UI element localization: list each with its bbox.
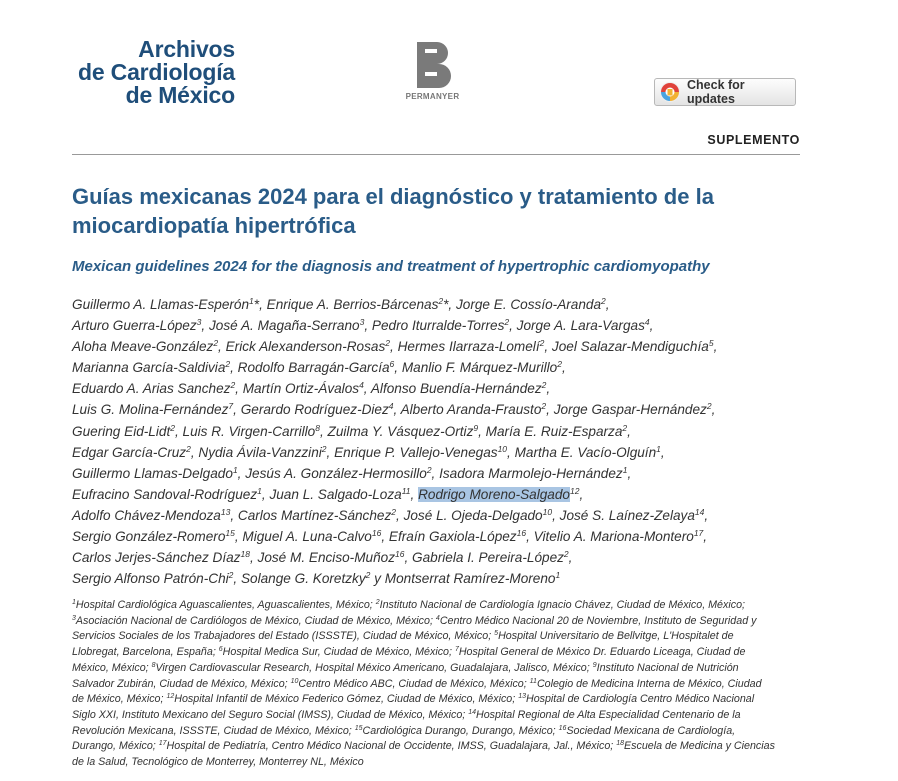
affiliation-number: 11 <box>529 677 537 685</box>
article-title-line: miocardiopatía hipertrófica <box>72 213 356 238</box>
author-separator: , <box>393 402 401 418</box>
author-separator: , <box>627 465 632 481</box>
publisher-logo <box>405 40 460 101</box>
affiliation-superscript: 2 <box>557 359 562 370</box>
affiliation-superscript: 1 <box>257 485 262 496</box>
affiliation-number: 13 <box>518 693 526 701</box>
affiliation-text: Hospital General de México Dr. Eduardo Liceaga, Ciudad de <box>458 646 746 659</box>
author-name: Hermes Ilarraza-Lomelí <box>397 339 540 355</box>
affiliation-number: 10 <box>290 677 299 685</box>
crossmark-icon <box>659 81 681 103</box>
author-name: Jorge E. Cossío-Aranda <box>455 297 602 312</box>
affiliation-number: 3 <box>72 614 76 622</box>
author-name: Aloha Meave-González <box>72 339 214 355</box>
author-name: Erick Alexanderson-Rosas <box>225 339 386 355</box>
affiliation-line <box>72 661 807 677</box>
affiliation-superscript: 9 <box>473 422 479 433</box>
author-separator: , <box>568 550 573 566</box>
affiliation-text: Llobregat, Barcelona, España; <box>72 646 219 659</box>
author-name: Efraín Gaxiola-López <box>388 529 517 545</box>
affiliation-line <box>72 755 807 771</box>
author-name: Joel Salazar-Mendiguchía <box>551 339 709 355</box>
author-line <box>72 484 842 505</box>
author-name: Edgar García-Cruz <box>72 444 187 460</box>
author-name: Jesús A. González-Hermosillo <box>245 465 427 481</box>
affiliation-superscript: 11 <box>401 485 411 496</box>
author-name: José S. Laínez-Zelaya <box>559 507 695 523</box>
affiliation-text: Durango, México; <box>72 740 159 753</box>
affiliation-number: 8 <box>151 661 156 669</box>
affiliation-superscript: 1 <box>555 570 561 581</box>
affiliation-superscript: 18 <box>240 549 250 560</box>
affiliation-superscript: 2 <box>385 338 391 349</box>
author-separator: , <box>649 318 654 334</box>
author-name-highlighted: Rodrigo Moreno-Salgado <box>418 486 570 502</box>
affiliation-text: Centro Médico ABC, Ciudad de México, México; <box>298 677 530 690</box>
author-separator: , <box>431 465 440 481</box>
affiliation-superscript: 2 <box>230 380 236 391</box>
author-separator: , <box>627 423 631 439</box>
affiliation-text: Revolución Mexicana, ISSSTE, Ciudad de México, México; <box>72 724 355 737</box>
author-line <box>72 357 842 378</box>
affiliation-text: Hospital Universitario de Bellvitge, L'Hospitalet de <box>498 630 734 643</box>
affiliation-text: Siglo XXI, Instituto Mexicano del Seguro Social (IMSS), Ciudad de México, México; <box>72 708 469 721</box>
author-separator: , <box>660 444 665 460</box>
author-separator: , <box>319 423 328 439</box>
author-name: Carlos Martínez-Sánchez <box>237 507 392 523</box>
author-name: Enrique A. Berrios-Bárcenas <box>266 297 439 312</box>
author-separator: , <box>249 550 258 566</box>
author-name: Marianna García-Saldivia <box>72 360 226 376</box>
journal-name-line2: de Cardiología <box>78 59 235 85</box>
author-separator: , <box>190 444 199 460</box>
author-name: Vitelio A. Mariona-Montero <box>533 529 694 545</box>
affiliation-superscript: 2 <box>228 570 234 581</box>
author-separator: , <box>235 381 243 397</box>
author-line <box>72 294 842 315</box>
affiliation-text: Escuela de Medicina y Ciencias <box>624 740 775 753</box>
affiliation-superscript: 2 <box>426 464 432 475</box>
author-separator: , <box>544 339 552 355</box>
author-separator: *, <box>253 297 267 312</box>
author-separator: , <box>546 402 554 418</box>
author-name: Jorge A. Lara-Vargas <box>516 318 645 334</box>
author-separator: , <box>233 402 241 418</box>
affiliation-superscript: 10 <box>497 443 508 454</box>
author-name: Martha E. Vacío-Olguín <box>514 444 657 460</box>
journal-name-line3: de México <box>125 82 235 108</box>
affiliation-superscript: 2 <box>541 380 547 391</box>
author-line <box>72 378 842 399</box>
affiliation-text: Colegio de Medicina Interna de México, Ciudad <box>536 677 762 690</box>
affiliation-text: de México, México; <box>72 693 167 706</box>
author-name: Nydia Ávila-Vanzzini <box>198 444 322 460</box>
publisher-mark-icon <box>415 40 451 90</box>
author-name: Isadora Marmolejo-Hernández <box>439 465 623 481</box>
author-line <box>72 315 842 336</box>
affiliation-text: Hospital Cardiológica Aguascalientes, Aguascalientes, México; <box>75 599 376 611</box>
affiliation-superscript: 16 <box>371 528 382 539</box>
author-name: Adolfo Chávez-Mendoza <box>72 507 221 523</box>
author-separator: , <box>218 339 226 355</box>
author-separator: , <box>552 507 560 523</box>
author-separator: , <box>174 423 183 439</box>
author-separator: , <box>230 507 238 523</box>
affiliation-number: 6 <box>218 646 223 654</box>
affiliation-list <box>72 598 807 771</box>
affiliation-superscript: 2 <box>563 549 569 560</box>
author-separator: , <box>404 550 413 566</box>
affiliation-number: 4 <box>435 614 440 622</box>
author-line <box>72 463 842 484</box>
author-separator: , <box>507 444 515 460</box>
affiliation-text: Asociación Nacional de Cardiólogos de México, Ciudad de México, México; <box>75 614 436 627</box>
affiliation-number: 7 <box>454 646 459 654</box>
affiliation-line <box>72 614 807 630</box>
affiliation-number: 16 <box>558 724 567 732</box>
author-name: Manlio F. Márquez-Murillo <box>401 360 558 376</box>
affiliation-superscript: 1 <box>249 296 254 306</box>
affiliation-superscript: 2 <box>213 338 219 349</box>
affiliation-line <box>72 739 807 755</box>
affiliation-superscript: 8 <box>315 422 320 433</box>
check-for-updates-button[interactable] <box>654 78 796 106</box>
affiliation-text: Hospital de Cardiología Centro Médico Nacional <box>525 693 755 706</box>
author-separator: y <box>370 571 385 587</box>
author-name: Alberto Aranda-Frausto <box>400 402 542 418</box>
affiliation-line <box>72 645 807 661</box>
affiliation-text: Virgen Cardiovascular Research, Hospital México Americano, Guadalajara, Jalisco, México; <box>155 661 593 674</box>
author-name: Sergio Alfonso Patrón-Chi <box>72 571 229 587</box>
author-separator: , <box>201 318 209 334</box>
affiliation-text: Hospital de Pediatría, Centro Médico Nacional de Occidente, IMSS, Guadalajara, Jal., México; <box>166 740 617 753</box>
affiliation-number: 17 <box>158 740 167 748</box>
affiliation-superscript: 2 <box>170 422 175 433</box>
affiliation-line <box>72 629 807 645</box>
author-separator: , <box>230 360 238 376</box>
author-name: Luis G. Molina-Fernández <box>72 402 229 418</box>
affiliation-superscript: 2 <box>622 422 628 433</box>
affiliation-superscript: 5 <box>708 338 714 349</box>
affiliation-text: Cardiológica Durango, Durango, México; <box>362 724 559 737</box>
author-separator: , <box>364 318 372 334</box>
author-separator: , <box>363 381 371 397</box>
affiliation-superscript: 13 <box>220 506 231 517</box>
author-name: Sergio González-Romero <box>72 529 226 545</box>
author-name: Juan L. Salgado-Loza <box>269 486 402 502</box>
article-title-line: Guías mexicanas 2024 para el diagnóstico y tratamiento de la <box>72 184 714 209</box>
affiliation-superscript: 2 <box>541 401 547 412</box>
author-line <box>72 336 842 357</box>
author-line <box>72 399 842 420</box>
author-name: Gabriela I. Pereira-López <box>412 550 564 566</box>
author-line <box>72 568 842 589</box>
author-separator: , <box>579 486 584 502</box>
author-separator: , <box>394 360 402 376</box>
author-name: José L. Ojeda-Delgado <box>403 507 543 523</box>
affiliation-superscript: 2 <box>706 401 712 412</box>
affiliation-line <box>72 708 807 724</box>
author-name: Guillermo Llamas-Delgado <box>72 465 233 481</box>
author-separator: , <box>526 529 534 545</box>
affiliation-line <box>72 692 807 708</box>
author-line <box>72 442 842 463</box>
author-separator: , <box>234 529 243 545</box>
author-name: Martín Ortiz-Ávalos <box>242 381 360 397</box>
author-name: Guering Eid-Lidt <box>72 423 171 439</box>
affiliation-number: 14 <box>468 708 477 716</box>
affiliation-superscript: 4 <box>644 317 650 328</box>
affiliation-number: 9 <box>592 661 597 669</box>
affiliation-superscript: 2 <box>186 443 191 454</box>
affiliation-text: Hospital Regional de Alta Especialidad Centenario de la <box>476 708 741 721</box>
author-name: Montserrat Ramírez-Moreno <box>384 571 556 587</box>
author-name: José M. Enciso-Muñoz <box>257 550 396 566</box>
affiliation-text: Centro Médico Nacional 20 de Noviembre, Instituto de Seguridad y <box>439 614 757 627</box>
author-name: Alfonso Buendía-Hernández <box>370 381 542 397</box>
author-name: Pedro Iturralde-Torres <box>371 318 505 334</box>
author-line <box>72 421 842 442</box>
author-separator: , <box>509 318 517 334</box>
affiliation-number: 18 <box>616 740 625 748</box>
author-name: Carlos Jerjes-Sánchez Díaz <box>72 550 241 566</box>
author-separator: , <box>711 402 716 418</box>
publisher-name: PERMANYER <box>405 92 460 101</box>
affiliation-superscript: 2 <box>321 443 327 454</box>
author-separator: , <box>261 486 270 502</box>
affiliation-superscript: 2 <box>438 296 444 306</box>
author-separator: , <box>713 339 718 355</box>
author-separator: , <box>704 507 709 523</box>
affiliation-text: Instituto Nacional de Nutrición <box>596 661 739 674</box>
author-separator: , <box>561 360 566 376</box>
author-name: Eufracino Sandoval-Rodríguez <box>72 486 258 502</box>
author-separator: , <box>605 297 610 312</box>
author-name: Guillermo A. Llamas-Esperón <box>72 297 250 312</box>
author-separator: , <box>396 507 404 523</box>
author-name: Gerardo Rodríguez-Diez <box>240 402 389 418</box>
affiliation-line <box>72 598 807 614</box>
affiliation-superscript: 1 <box>656 443 661 454</box>
affiliation-superscript: 4 <box>388 401 394 412</box>
author-separator: *, <box>443 297 456 312</box>
author-name: María E. Ruiz-Esparza <box>485 423 623 439</box>
affiliation-superscript: 14 <box>694 506 705 517</box>
author-separator: , <box>326 444 335 460</box>
affiliation-superscript: 2 <box>225 359 231 370</box>
affiliation-number: 12 <box>166 693 175 701</box>
author-separator: , <box>381 529 389 545</box>
affiliation-number: 1 <box>72 599 76 606</box>
affiliation-line <box>72 724 807 740</box>
affiliation-superscript: 12 <box>569 485 580 496</box>
author-name: Luis R. Virgen-Carrillo <box>182 423 316 439</box>
author-separator: , <box>233 571 241 587</box>
affiliation-superscript: 17 <box>693 528 704 539</box>
affiliation-superscript: 15 <box>225 528 235 539</box>
affiliation-text: Hospital Infantil de México Federico Gómez, Ciudad de México, México; <box>174 693 519 706</box>
affiliation-number: 15 <box>354 724 363 732</box>
affiliation-superscript: 1 <box>622 464 628 475</box>
journal-name-line1: Archivos <box>138 36 235 62</box>
header-divider <box>72 154 800 155</box>
affiliation-superscript: 10 <box>542 506 553 517</box>
affiliation-superscript: 2 <box>601 296 606 306</box>
author-name: Eduardo A. Arias Sanchez <box>72 381 231 397</box>
author-name: Jorge Gaspar-Hernández <box>553 402 707 418</box>
affiliation-superscript: 2 <box>539 338 545 349</box>
affiliation-superscript: 7 <box>228 401 234 412</box>
affiliation-text: Sociedad Mexicana de Cardiología, <box>566 724 736 737</box>
affiliation-number: 5 <box>494 630 499 638</box>
author-line <box>72 526 842 547</box>
affiliation-text: Servicios Sociales de los Trabajadores del Estado (ISSSTE), Ciudad de México, México; <box>72 630 495 643</box>
author-name: Arturo Guerra-López <box>72 318 197 334</box>
author-name: Zuilma Y. Vásquez-Ortiz <box>327 423 474 439</box>
affiliation-text: Salvador Zubirán, Ciudad de México, México; <box>72 677 291 690</box>
author-separator: , <box>478 423 486 439</box>
affiliation-superscript: 3 <box>359 317 365 328</box>
affiliation-superscript: 2 <box>365 570 371 581</box>
affiliation-text: Hospital Medica Sur, Ciudad de México, México; <box>222 646 455 659</box>
author-name: Miguel A. Luna-Calvo <box>242 529 372 545</box>
author-separator: , <box>703 529 708 545</box>
author-name: Enrique P. Vallejo-Venegas <box>334 444 498 460</box>
affiliation-text: Instituto Nacional de Cardiología Ignacio Chávez, Ciudad de México, México; <box>379 599 745 611</box>
author-separator: , <box>390 339 398 355</box>
check-for-updates-label: Check for updates <box>687 78 745 106</box>
affiliation-line <box>72 677 807 693</box>
author-separator: , <box>546 381 551 397</box>
author-list <box>72 294 842 589</box>
author-name: Rodolfo Barragán-García <box>237 360 390 376</box>
author-name: Solange G. Koretzky <box>240 571 366 587</box>
affiliation-superscript: 16 <box>395 549 405 560</box>
section-label: SUPLEMENTO <box>707 133 800 147</box>
affiliation-text: México, México; <box>72 661 152 674</box>
author-separator: , <box>237 465 246 481</box>
journal-logo <box>60 38 235 107</box>
author-line <box>72 547 842 568</box>
affiliation-number: 2 <box>375 599 380 606</box>
affiliation-superscript: 6 <box>389 359 395 370</box>
author-separator: , <box>410 486 419 502</box>
article-subtitle: Mexican guidelines 2024 for the diagnosis and treatment of hypertrophic cardiomyopathy <box>72 258 710 275</box>
affiliation-superscript: 2 <box>391 506 397 517</box>
affiliation-text: de la Salud, Tecnológico de Monterrey, Monterrey NL, México <box>72 756 364 769</box>
author-line <box>72 505 842 526</box>
affiliation-superscript: 1 <box>232 464 238 475</box>
affiliation-superscript: 16 <box>516 528 527 539</box>
article-title <box>72 182 812 240</box>
author-name: José A. Magaña-Serrano <box>208 318 360 334</box>
affiliation-superscript: 3 <box>196 317 202 328</box>
affiliation-superscript: 2 <box>504 317 510 328</box>
affiliation-superscript: 4 <box>359 380 364 391</box>
